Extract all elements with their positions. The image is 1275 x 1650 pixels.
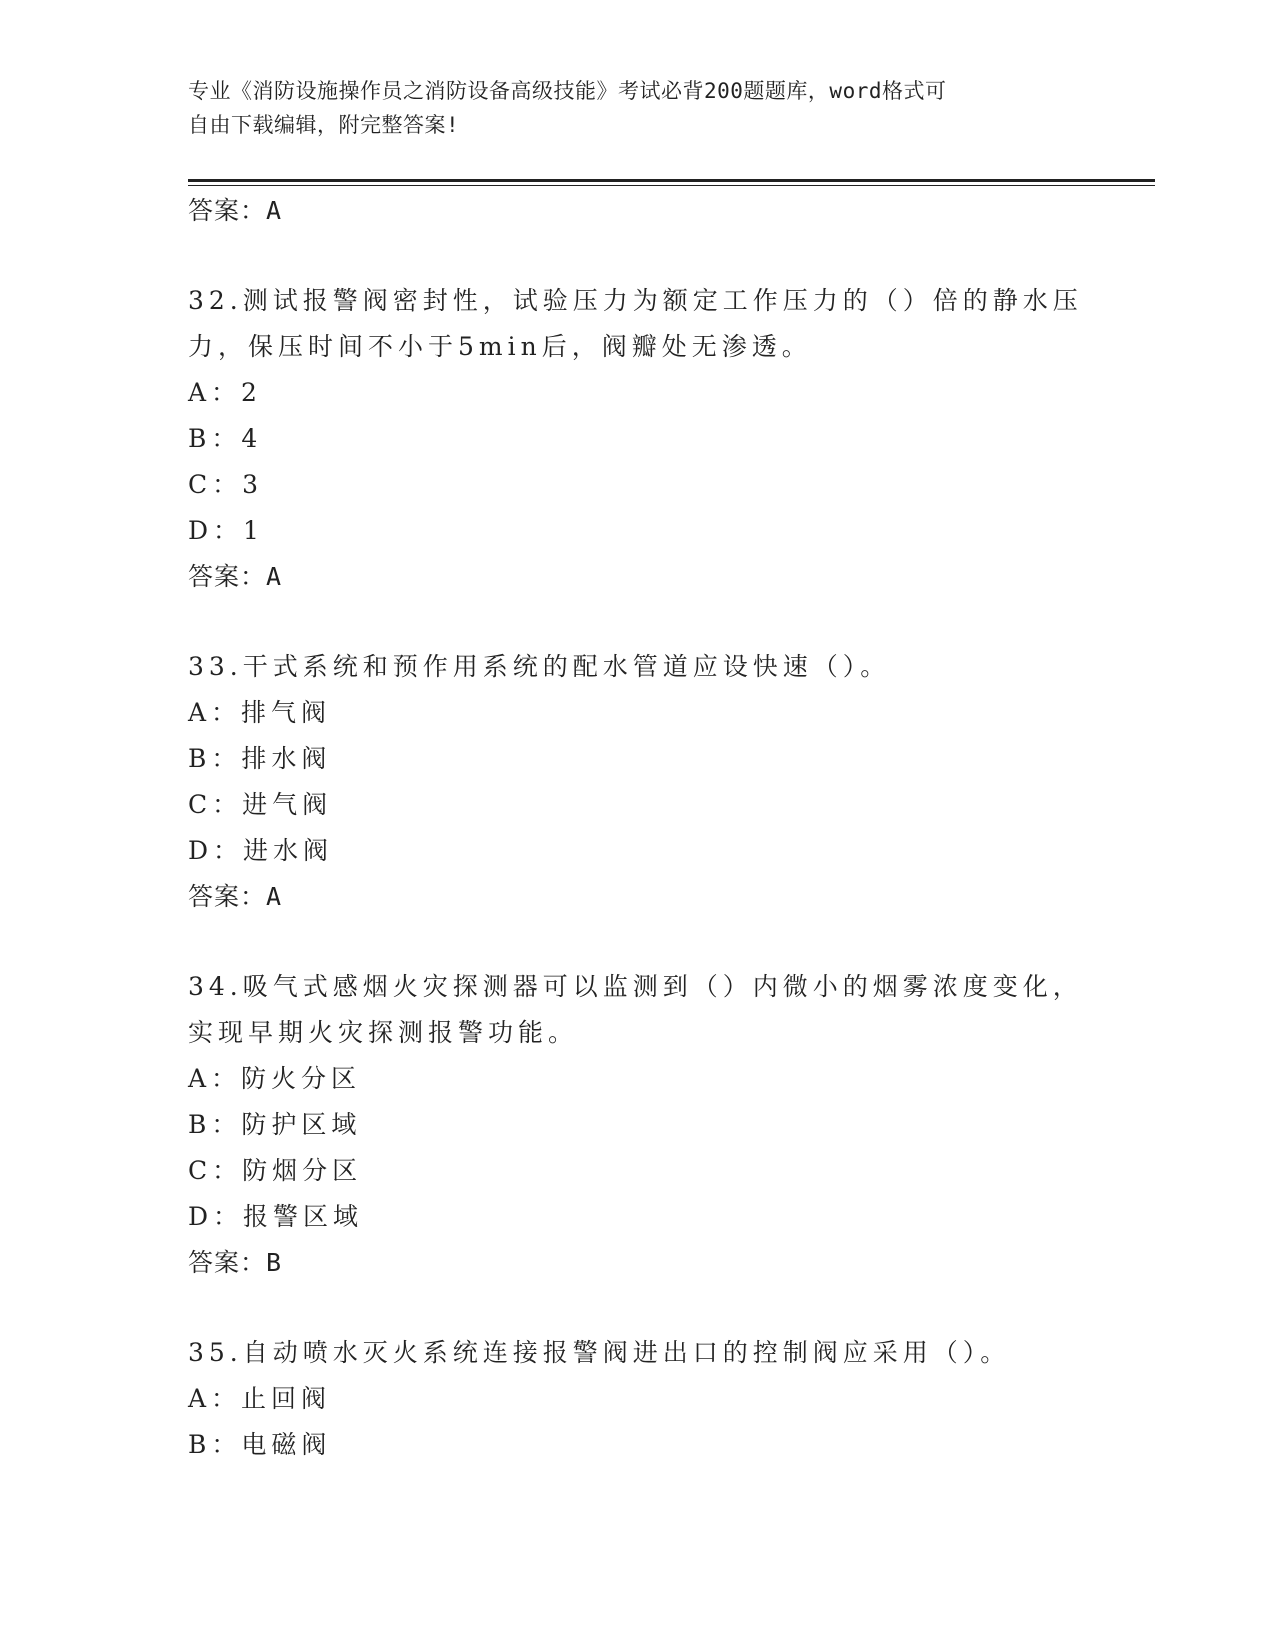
- option-b: B：4: [188, 424, 263, 453]
- header-divider-thick: [188, 179, 1155, 182]
- option-d: D：报警区域: [188, 1202, 364, 1231]
- option-b: B：电磁阀: [188, 1430, 332, 1459]
- question-stem: 33.干式系统和预作用系统的配水管道应设快速（）。: [188, 652, 891, 681]
- option-c: C：防烟分区: [188, 1156, 363, 1185]
- question-33: [188, 644, 1088, 920]
- option-c: C：进气阀: [188, 790, 333, 819]
- question-stem: 35.自动喷水灭火系统连接报警阀进出口的控制阀应采用（）。: [188, 1338, 1011, 1367]
- document-body: [188, 188, 1088, 1468]
- header-line-2: 自由下载编辑，附完整答案!: [188, 113, 460, 137]
- answer-line: 答案：A: [188, 562, 283, 591]
- option-d: D：1: [188, 516, 264, 545]
- question-35: [188, 1330, 1088, 1468]
- option-a: A：2: [188, 378, 262, 407]
- option-a: A：排气阀: [188, 698, 332, 727]
- option-a: A：止回阀: [188, 1384, 332, 1413]
- option-a: A：防火分区: [188, 1064, 362, 1093]
- question-32: [188, 278, 1088, 600]
- answer-line: 答案：A: [188, 196, 283, 225]
- option-b: B：排水阀: [188, 744, 332, 773]
- option-b: B：防护区域: [188, 1110, 362, 1139]
- answer-line: 答案：A: [188, 882, 283, 911]
- option-d: D：进水阀: [188, 836, 334, 865]
- option-c: C：3: [188, 470, 264, 499]
- question-stem: 34.吸气式感烟火灾探测器可以监测到（）内微小的烟雾浓度变化，实现早期火灾探测报警功能。: [188, 972, 1083, 1047]
- header-divider-thin: [188, 185, 1155, 186]
- question-stem: 32.测试报警阀密封性，试验压力为额定工作压力的（）倍的静水压力，保压时间不小于5min后，阀瓣处无渗透。: [188, 286, 1083, 361]
- header-line-1: 专业《消防设施操作员之消防设备高级技能》考试必背200题题库，word格式可: [188, 79, 947, 103]
- answer-line: 答案：B: [188, 1248, 283, 1277]
- question-34: [188, 964, 1088, 1286]
- document-header: [188, 74, 1068, 142]
